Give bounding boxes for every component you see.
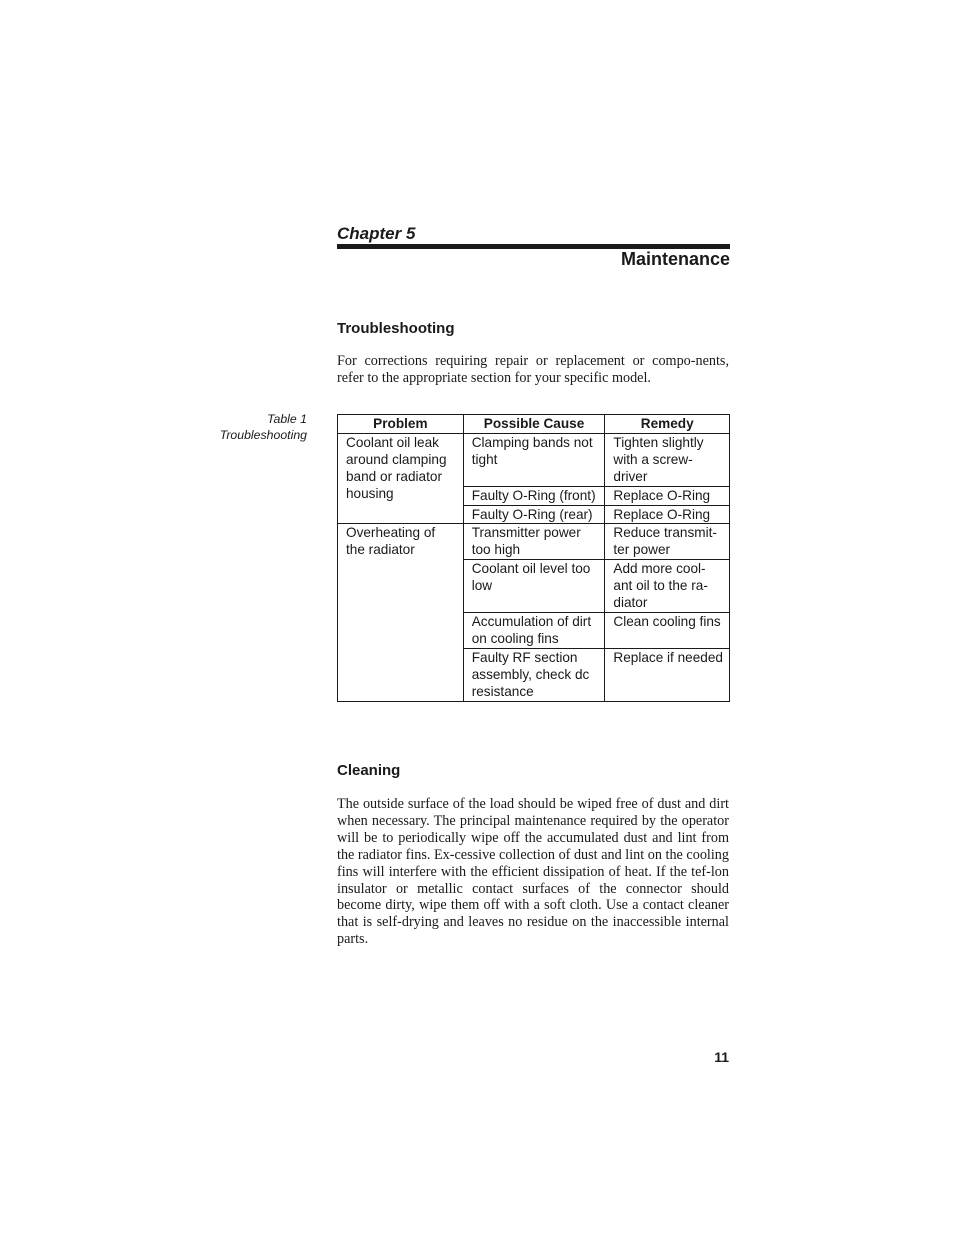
remedy-cell: Reduce transmit-ter power xyxy=(605,524,730,560)
column-header-problem: Problem xyxy=(338,415,464,434)
column-header-remedy: Remedy xyxy=(605,415,730,434)
troubleshooting-heading: Troubleshooting xyxy=(337,320,455,337)
table-row xyxy=(338,433,730,486)
remedy-cell: Add more cool-ant oil to the ra-diator xyxy=(605,560,730,613)
remedy-cell: Clean cooling fins xyxy=(605,612,730,648)
cleaning-heading: Cleaning xyxy=(337,762,401,779)
troubleshooting-table xyxy=(337,414,730,702)
cause-cell: Faulty O-Ring (rear) xyxy=(463,505,605,524)
cause-cell: Faulty O-Ring (front) xyxy=(463,486,605,505)
cause-cell: Transmitter power too high xyxy=(463,524,605,560)
table-caption-title: Troubleshooting xyxy=(219,428,307,442)
cause-cell: Accumulation of dirt on cooling fins xyxy=(463,612,605,648)
chapter-title: Maintenance xyxy=(620,249,730,269)
column-header-cause: Possible Cause xyxy=(463,415,605,434)
table-header-row xyxy=(338,415,730,434)
page-number: 11 xyxy=(714,1049,729,1065)
cause-cell: Faulty RF section assembly, check dc resistance xyxy=(463,648,605,701)
table-caption xyxy=(220,411,307,443)
remedy-cell: Replace O-Ring xyxy=(605,486,730,505)
troubleshooting-intro: For corrections requiring repair or replacement or compo-nents, refer to the appropriate section for your specific model. xyxy=(337,353,729,386)
chapter-label: Chapter 5 xyxy=(337,224,416,243)
table-caption-number: Table 1 xyxy=(267,412,307,426)
cause-cell: Clamping bands not tight xyxy=(463,433,605,486)
cleaning-paragraph: The outside surface of the load should be wiped free of dust and dirt when necessary. The principal maintenance required by the operator will be to periodically wipe off the accumulated dust and lint from the radiator fins. Ex-cessive collection of dust and lint on the cooling fins will interfere with the efficient dissipation of heat. If the tef-lon insulator or metallic contact surfaces of the connector should become dirty, wipe them off with a soft cloth. Use a contact cleaner that is self-drying and leaves no residue on the inaccessible internal parts. xyxy=(337,796,729,948)
cause-cell: Coolant oil level too low xyxy=(463,560,605,613)
remedy-cell: Tighten slightly with a screw-driver xyxy=(605,433,730,486)
remedy-cell: Replace O-Ring xyxy=(605,505,730,524)
table-row xyxy=(338,524,730,560)
problem-cell: Overheating of the radiator xyxy=(338,524,464,701)
remedy-cell: Replace if needed xyxy=(605,648,730,701)
problem-cell: Coolant oil leak around clamping band or radiator housing xyxy=(338,433,464,524)
